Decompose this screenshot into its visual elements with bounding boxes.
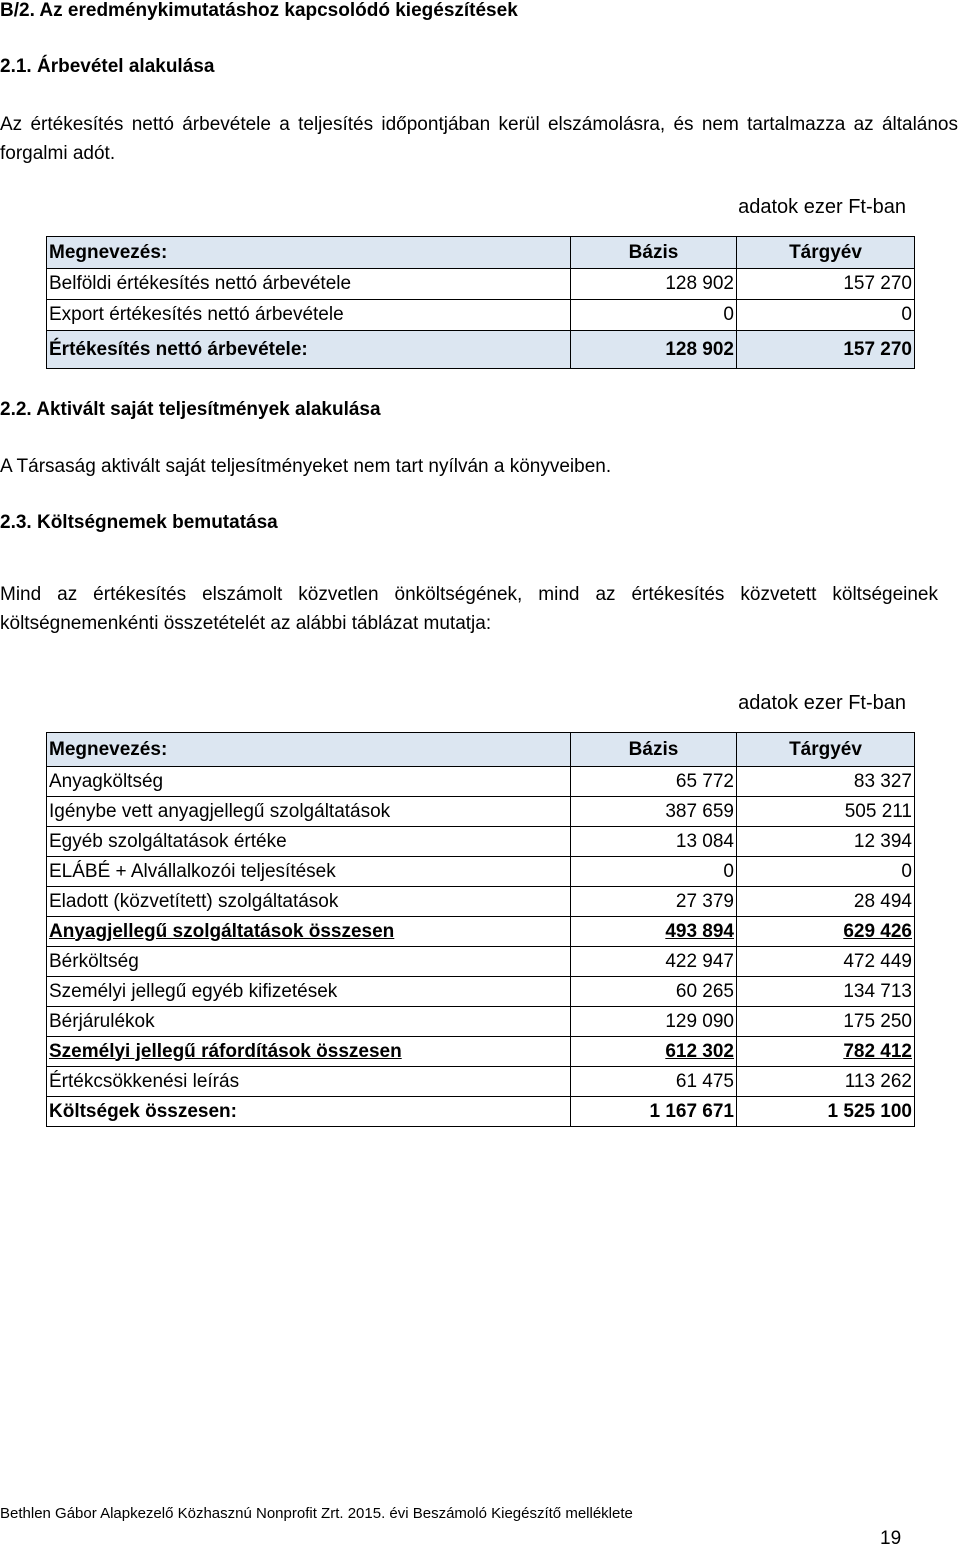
row-bazis: 1 167 671 xyxy=(571,1097,737,1127)
page-number: 19 xyxy=(880,1528,902,1549)
header-cell-bazis: Bázis xyxy=(571,733,737,767)
row-targyev: 1 525 100 xyxy=(737,1097,915,1127)
table-row xyxy=(47,1007,915,1037)
table-header-row xyxy=(47,237,915,269)
table-row xyxy=(47,887,915,917)
row-bazis: 129 090 xyxy=(571,1007,737,1037)
row-bazis: 27 379 xyxy=(571,887,737,917)
row-bazis: 0 xyxy=(571,857,737,887)
row-label: Belföldi értékesítés nettó árbevétele xyxy=(47,269,571,300)
row-bazis: 13 084 xyxy=(571,827,737,857)
row-targyev: 175 250 xyxy=(737,1007,915,1037)
total-bazis: 128 902 xyxy=(571,331,737,369)
paragraph-2-2: A Társaság aktivált saját teljesítményeket nem tart nyílván a könyveiben. xyxy=(0,456,612,477)
row-bazis: 0 xyxy=(571,300,737,331)
row-label: Egyéb szolgáltatások értéke xyxy=(47,827,571,857)
row-label: Bérköltség xyxy=(47,947,571,977)
subsection-title-2-2: 2.2. Aktivált saját teljesítmények alakulása xyxy=(0,399,381,420)
unit-note-2: adatok ezer Ft-ban xyxy=(738,692,906,714)
row-bazis: 60 265 xyxy=(571,977,737,1007)
table-row xyxy=(47,1037,915,1067)
total-label: Értékesítés nettó árbevétele: xyxy=(47,331,571,369)
total-targyev: 157 270 xyxy=(737,331,915,369)
table-row xyxy=(47,947,915,977)
row-label: Anyagköltség xyxy=(47,767,571,797)
row-label: Személyi jellegű ráfordítások összesen xyxy=(47,1037,571,1067)
subsection-title-2-1: 2.1. Árbevétel alakulása xyxy=(0,56,215,77)
paragraph-2-1: Az értékesítés nettó árbevétele a teljesítés időpontjában kerül elszámolásra, és nem tartalmazza az általános forgalmi adót. xyxy=(0,114,958,164)
cost-table xyxy=(46,732,915,1127)
row-bazis: 422 947 xyxy=(571,947,737,977)
row-targyev: 113 262 xyxy=(737,1067,915,1097)
row-targyev: 0 xyxy=(737,857,915,887)
row-targyev: 157 270 xyxy=(737,269,915,300)
row-label: Személyi jellegű egyéb kifizetések xyxy=(47,977,571,1007)
row-targyev: 0 xyxy=(737,300,915,331)
row-label: Export értékesítés nettó árbevétele xyxy=(47,300,571,331)
row-targyev: 629 426 xyxy=(737,917,915,947)
row-targyev: 472 449 xyxy=(737,947,915,977)
row-label: ELÁBÉ + Alvállalkozói teljesítések xyxy=(47,857,571,887)
table-header-row xyxy=(47,733,915,767)
row-targyev: 782 412 xyxy=(737,1037,915,1067)
table-row xyxy=(47,1067,915,1097)
row-bazis: 493 894 xyxy=(571,917,737,947)
table-row xyxy=(47,269,915,300)
row-label: Bérjárulékok xyxy=(47,1007,571,1037)
row-label: Eladott (közvetített) szolgáltatások xyxy=(47,887,571,917)
table-row xyxy=(47,767,915,797)
header-cell-bazis: Bázis xyxy=(571,237,737,269)
table-row xyxy=(47,1097,915,1127)
row-label: Igénybe vett anyagjellegű szolgáltatások xyxy=(47,797,571,827)
table-row xyxy=(47,857,915,887)
row-targyev: 12 394 xyxy=(737,827,915,857)
row-targyev: 28 494 xyxy=(737,887,915,917)
header-cell-label: Megnevezés: xyxy=(47,733,571,767)
row-targyev: 134 713 xyxy=(737,977,915,1007)
table-row xyxy=(47,827,915,857)
row-label: Költségek összesen: xyxy=(47,1097,571,1127)
table-total-row xyxy=(47,331,915,369)
revenue-table xyxy=(46,236,915,369)
table-row xyxy=(47,917,915,947)
row-bazis: 61 475 xyxy=(571,1067,737,1097)
row-bazis: 65 772 xyxy=(571,767,737,797)
row-label: Anyagjellegű szolgáltatások összesen xyxy=(47,917,571,947)
header-cell-targyev: Tárgyév xyxy=(737,733,915,767)
table-row xyxy=(47,797,915,827)
row-label: Értékcsökkenési leírás xyxy=(47,1067,571,1097)
row-bazis: 128 902 xyxy=(571,269,737,300)
subsection-title-2-3: 2.3. Költségnemek bemutatása xyxy=(0,512,278,533)
row-targyev: 505 211 xyxy=(737,797,915,827)
table-row xyxy=(47,977,915,1007)
header-cell-label: Megnevezés: xyxy=(47,237,571,269)
table-row xyxy=(47,300,915,331)
row-bazis: 387 659 xyxy=(571,797,737,827)
section-title: B/2. Az eredménykimutatáshoz kapcsolódó kiegészítések xyxy=(0,0,518,21)
header-cell-targyev: Tárgyév xyxy=(737,237,915,269)
paragraph-2-3: Mind az értékesítés elszámolt közvetlen önköltségének, mind az értékesítés közvetett költségeinek költségnemenkénti összetételét az alábbi táblázat mutatja: xyxy=(0,584,938,634)
footer-text: Bethlen Gábor Alapkezelő Közhasznú Nonprofit Zrt. 2015. évi Beszámoló Kiegészítő melléklete xyxy=(0,1505,633,1522)
row-bazis: 612 302 xyxy=(571,1037,737,1067)
unit-note-1: adatok ezer Ft-ban xyxy=(738,196,906,218)
row-targyev: 83 327 xyxy=(737,767,915,797)
